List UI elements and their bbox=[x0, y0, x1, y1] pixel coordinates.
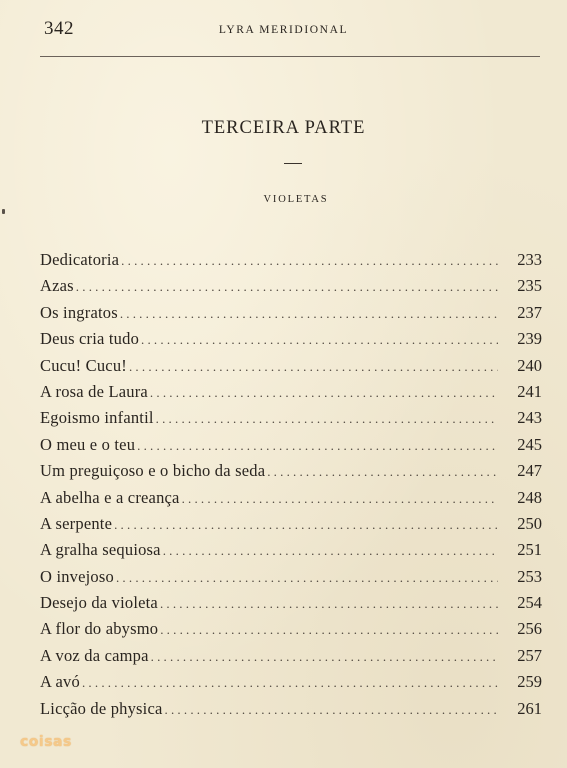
toc-entry-page: 233 bbox=[517, 250, 542, 269]
toc-entry-page: 250 bbox=[517, 513, 542, 533]
toc-entry-title: Cucu! Cucu! bbox=[40, 355, 127, 375]
toc-entry bbox=[40, 356, 542, 382]
toc-entry-page: 248 bbox=[517, 487, 542, 507]
toc-entry-title: Deus cria tudo bbox=[40, 329, 140, 349]
toc-entry-title: Egoismo infantil bbox=[40, 408, 154, 428]
dot-leader bbox=[141, 332, 498, 348]
dot-leader bbox=[116, 570, 498, 586]
toc-entry-page: 261 bbox=[517, 698, 542, 718]
toc-entry bbox=[40, 540, 542, 566]
toc-entry-title: A avó bbox=[40, 672, 80, 692]
dot-leader bbox=[76, 279, 498, 295]
toc-entry-title: A serpente bbox=[40, 513, 113, 533]
dot-leader bbox=[163, 543, 498, 559]
toc-entry bbox=[40, 461, 542, 487]
dot-leader bbox=[129, 359, 498, 375]
toc-entry-title: O invejoso bbox=[40, 566, 114, 586]
dot-leader bbox=[156, 411, 498, 427]
subsection-title: VIOLETAS bbox=[263, 194, 329, 205]
header-rule bbox=[40, 56, 540, 57]
ink-speck bbox=[2, 209, 5, 214]
toc-entry bbox=[40, 303, 542, 329]
dot-leader bbox=[267, 464, 498, 480]
toc-entry-title: Licção de physica bbox=[40, 698, 163, 718]
toc-entry bbox=[40, 329, 542, 355]
toc-entry bbox=[40, 567, 542, 593]
toc-entry-page: 237 bbox=[517, 302, 542, 322]
running-head bbox=[0, 16, 567, 46]
toc-entry-title: A abelha e a creança bbox=[40, 487, 180, 507]
running-title: LYRA MERIDIONAL bbox=[218, 24, 349, 36]
toc-entry-title: A rosa de Laura bbox=[40, 381, 148, 401]
section-title: TERCEIRA PARTE bbox=[201, 118, 366, 138]
dot-leader bbox=[114, 517, 498, 533]
toc-entry bbox=[40, 646, 542, 672]
toc-entry-title: Os ingratos bbox=[40, 302, 118, 322]
toc-entry bbox=[40, 408, 542, 434]
dot-leader bbox=[151, 649, 498, 665]
toc-entry-page: 247 bbox=[517, 461, 542, 481]
toc-entry-page: 245 bbox=[517, 434, 542, 454]
toc-entry bbox=[40, 619, 542, 645]
dot-leader bbox=[160, 622, 498, 638]
toc-entry-title: Desejo da violeta bbox=[40, 593, 158, 613]
toc-entry bbox=[40, 672, 542, 698]
dot-leader bbox=[182, 491, 498, 507]
toc-entry bbox=[40, 593, 542, 619]
toc-entry-title: Dedicatoria bbox=[40, 250, 120, 269]
toc-entry-page: 240 bbox=[517, 355, 542, 375]
toc-entry bbox=[40, 435, 542, 461]
toc-entry-page: 241 bbox=[517, 381, 542, 401]
section-divider bbox=[284, 163, 302, 164]
watermark-stamp: coisas bbox=[20, 734, 72, 750]
toc-entry bbox=[40, 382, 542, 408]
toc-entry-page: 254 bbox=[517, 593, 542, 613]
toc-entry-title: O meu e o teu bbox=[40, 434, 136, 454]
toc-entry-page: 235 bbox=[517, 276, 542, 296]
toc-entry-title: A voz da campa bbox=[40, 645, 149, 665]
dot-leader bbox=[121, 253, 498, 269]
toc-entry-title: Azas bbox=[40, 276, 74, 296]
toc-entry-page: 256 bbox=[517, 619, 542, 639]
toc-entry bbox=[40, 699, 542, 725]
table-of-contents bbox=[40, 250, 542, 725]
toc-entry-title: Um preguiçoso e o bicho da seda bbox=[40, 461, 266, 481]
dot-leader bbox=[150, 385, 498, 401]
toc-entry-page: 253 bbox=[517, 566, 542, 586]
toc-entry-page: 257 bbox=[517, 645, 542, 665]
toc-entry-title: A flor do abysmo bbox=[40, 619, 159, 639]
toc-entry-page: 259 bbox=[517, 672, 542, 692]
dot-leader bbox=[82, 675, 498, 691]
dot-leader bbox=[165, 702, 498, 718]
page-number: 342 bbox=[44, 18, 74, 39]
toc-entry-page: 251 bbox=[517, 540, 542, 560]
dot-leader bbox=[160, 596, 498, 612]
dot-leader bbox=[120, 306, 498, 322]
toc-entry bbox=[40, 276, 542, 302]
toc-entry bbox=[40, 250, 542, 276]
dot-leader bbox=[137, 438, 498, 454]
toc-entry-title: A gralha sequiosa bbox=[40, 540, 161, 560]
toc-entry bbox=[40, 514, 542, 540]
toc-entry bbox=[40, 488, 542, 514]
toc-entry-page: 243 bbox=[517, 408, 542, 428]
toc-entry-page: 239 bbox=[517, 329, 542, 349]
